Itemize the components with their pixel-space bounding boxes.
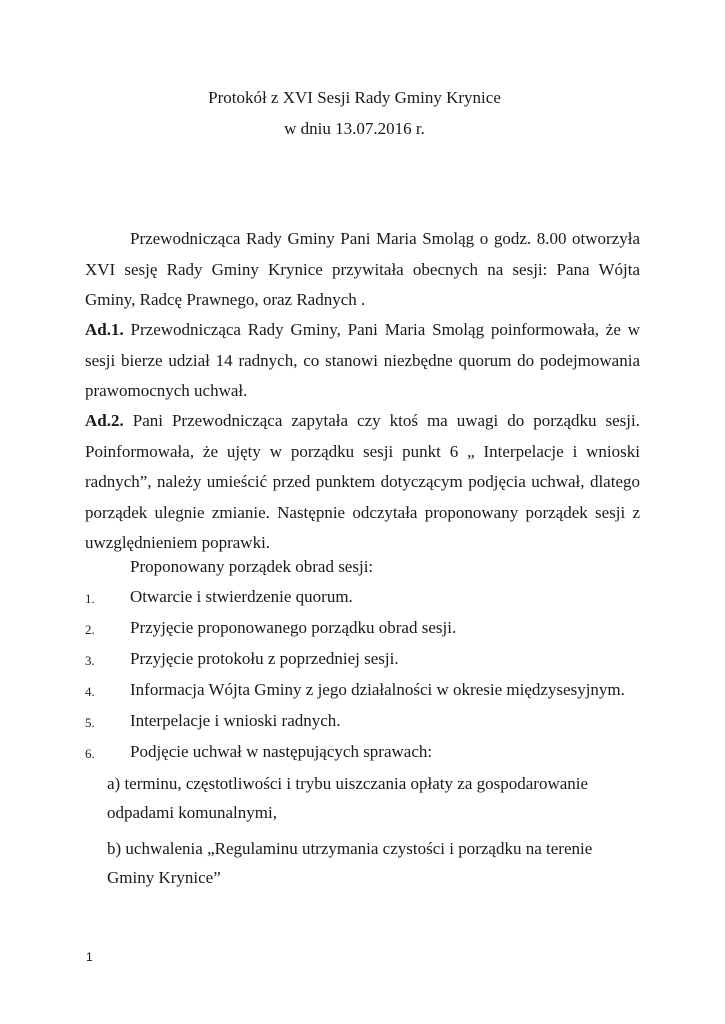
agenda-item-number: 4. [85, 684, 95, 699]
ad1-text: Przewodnicząca Rady Gminy, Pani Maria Smoląg poinformowała, że w sesji bierze udział 14 radnych, co stanowi niezbędne quorum do podejmowania prawomocnych uchwał. [85, 320, 640, 400]
intro-paragraph: Przewodnicząca Rady Gminy Pani Maria Smoląg o godz. 8.00 otworzyła XVI sesję Rady Gminy Krynice przywitała obecnych na sesji: Pana Wójta Gminy, Radcę Prawnego, oraz Radnych . [85, 229, 640, 309]
agenda-item-number: 5. [85, 715, 95, 730]
ad1-label: Ad.1. [85, 320, 124, 339]
agenda-item-text: Informacja Wójta Gminy z jego działalności w okresie międzysesyjnym. [130, 680, 625, 699]
agenda-subitem-a: a) terminu, częstotliwości i trybu uiszczania opłaty za gospodarowanie odpadami komunalnymi, [107, 774, 589, 822]
ad1-paragraph [85, 315, 640, 407]
agenda-item-number: 3. [85, 653, 95, 668]
agenda-subitem-b: b) uchwalenia „Regulaminu utrzymania czystości i porządku na terenie Gminy Krynice” [107, 839, 593, 887]
agenda-item-text: Podjęcie uchwał w następujących sprawach: [130, 742, 433, 761]
ad2-paragraph [85, 406, 640, 559]
agenda-item-text: Otwarcie i stwierdzenie quorum. [130, 587, 353, 606]
document-date: w dniu 13.07.2016 r. [284, 119, 425, 138]
agenda-item-number: 1. [85, 591, 95, 606]
document-title: Protokół z XVI Sesji Rady Gminy Krynice [208, 88, 501, 107]
agenda-item-text: Interpelacje i wnioski radnych. [130, 711, 341, 730]
agenda-item-text: Przyjęcie protokołu z poprzedniej sesji. [130, 649, 399, 668]
ad2-label: Ad.2. [85, 411, 124, 430]
agenda-title: Proponowany porządek obrad sesji: [130, 557, 374, 576]
page-number: 1 [86, 950, 93, 964]
agenda-item-number: 2. [85, 622, 95, 637]
agenda-item-number: 6. [85, 746, 95, 761]
agenda-item-text: Przyjęcie proponowanego porządku obrad sesji. [130, 618, 457, 637]
ad2-text: Pani Przewodnicząca zapytała czy ktoś ma uwagi do porządku sesji. Poinformowała, że ujęty w porządku sesji punkt 6 „ Interpelacje i wnioski radnych”, należy umieścić przed punktem dotyczącym podjęcia uchwał, dlatego porządek ulegnie zmianie. Następnie odczytała proponowany porządek sesji z uwzględnieniem poprawki. [85, 411, 640, 552]
